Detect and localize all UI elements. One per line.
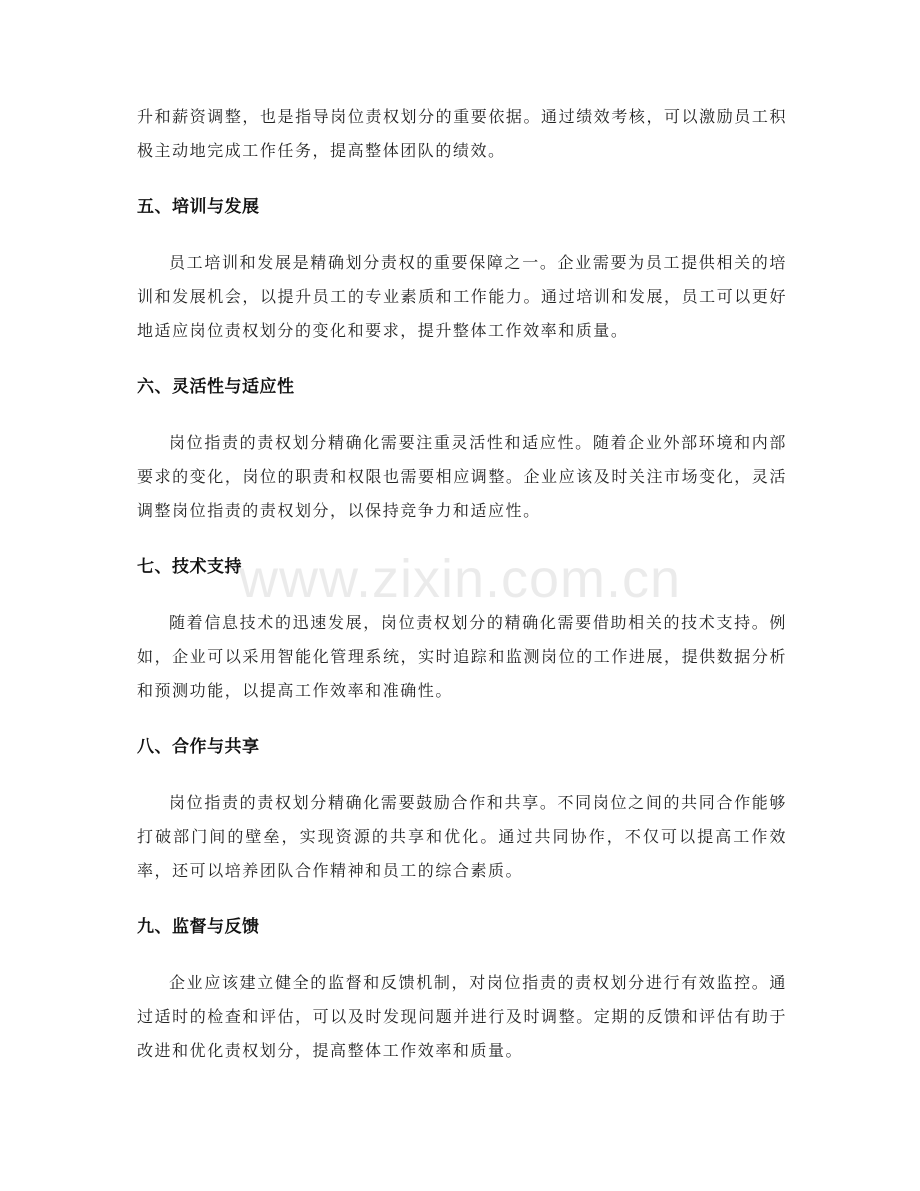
intro-paragraph: 升和薪资调整，也是指导岗位责权划分的重要依据。通过绩效考核，可以激励员工积极主动地完成工作任务，提高整体团队的绩效。: [137, 107, 787, 160]
section-heading-supervision: 九、监督与反馈: [137, 917, 260, 937]
watermark: www.zixin.com.cn: [238, 549, 682, 609]
section-body-tech-support: 随着信息技术的迅速发展，岗位责权划分的精确化需要借助相关的技术支持。例如，企业可以采用智能化管理系统，实时追踪和监测岗位的工作进展，提供数据分析和预测功能，以提高工作效率和准确性。: [137, 613, 787, 700]
section-body-training: 员工培训和发展是精确划分责权的重要保障之一。企业需要为员工提供相关的培训和发展机会，以提升员工的专业素质和工作能力。通过培训和发展，员工可以更好地适应岗位责权划分的变化和要求，提升整体工作效率和质量。: [137, 253, 787, 340]
section-body-cooperation: 岗位指责的责权划分精确化需要鼓励合作和共享。不同岗位之间的共同合作能够打破部门间的壁垒，实现资源的共享和优化。通过共同协作，不仅可以提高工作效率，还可以培养团队合作精神和员工的综合素质。: [137, 793, 787, 880]
section-body-supervision: 企业应该建立健全的监督和反馈机制，对岗位指责的责权划分进行有效监控。通过适时的检查和评估，可以及时发现问题并进行及时调整。定期的反馈和评估有助于改进和优化责权划分，提高整体工作效率和质量。: [137, 973, 787, 1060]
section-heading-cooperation: 八、合作与共享: [137, 737, 260, 757]
section-body-flexibility: 岗位指责的责权划分精确化需要注重灵活性和适应性。随着企业外部环境和内部要求的变化，岗位的职责和权限也需要相应调整。企业应该及时关注市场变化，灵活调整岗位指责的责权划分，以保持竞争力和适应性。: [137, 433, 787, 520]
section-heading-training: 五、培训与发展: [137, 197, 260, 217]
section-heading-flexibility: 六、灵活性与适应性: [137, 377, 295, 397]
section-heading-tech-support: 七、技术支持: [137, 557, 242, 577]
document-body: [137, 100, 787, 1068]
